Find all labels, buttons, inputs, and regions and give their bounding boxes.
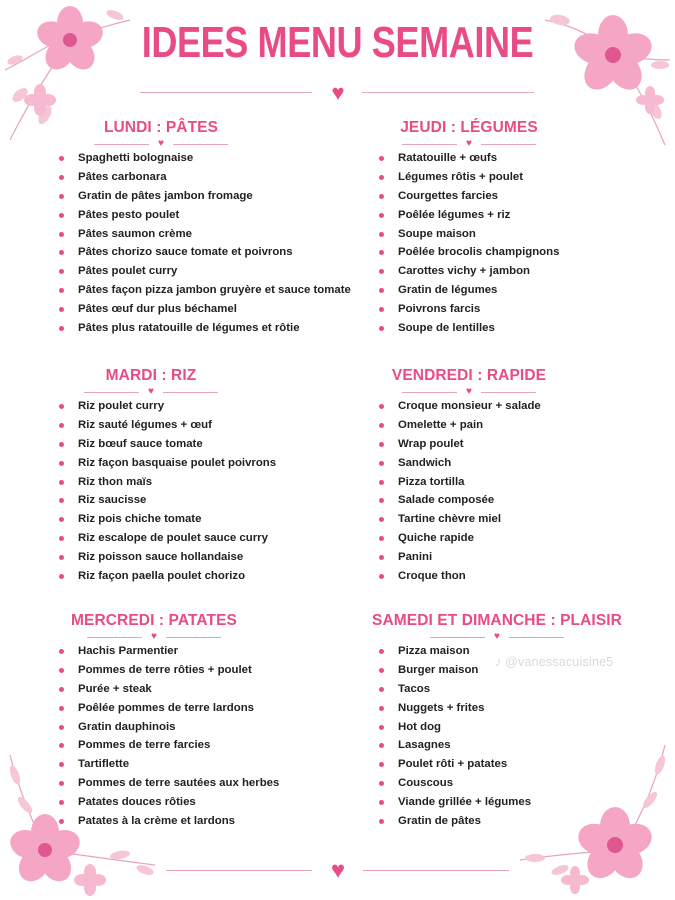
divider-line — [94, 144, 149, 145]
divider-line — [481, 144, 536, 145]
bottom-divider — [0, 857, 675, 884]
list-item: Spaghetti bolognaise — [56, 149, 366, 168]
list-item: Hachis Parmentier — [56, 642, 366, 661]
list-item: Pâtes œuf dur plus béchamel — [56, 300, 366, 319]
list-item: Courgettes farcies — [376, 187, 675, 206]
list-item: Riz escalope de poulet sauce curry — [56, 529, 366, 548]
list-item: Burger maison — [376, 661, 675, 680]
divider-line — [166, 870, 312, 871]
list-item: Soupe de lentilles — [376, 319, 675, 338]
menu-list — [376, 397, 675, 586]
divider-line — [173, 144, 228, 145]
divider-line — [430, 637, 485, 638]
list-item: Riz pois chiche tomate — [56, 510, 366, 529]
list-item: Gratin de pâtes jambon fromage — [56, 187, 366, 206]
section-title: LUNDI : PÂTES — [103, 119, 219, 136]
list-item: Pâtes poulet curry — [56, 262, 366, 281]
list-item: Soupe maison — [376, 225, 675, 244]
list-item: Couscous — [376, 774, 675, 793]
list-item: Salade composée — [376, 491, 675, 510]
list-item: Carottes vichy + jambon — [376, 262, 675, 281]
menu-list — [56, 149, 366, 338]
menu-list — [376, 642, 675, 831]
divider-line — [363, 870, 509, 871]
tiktok-icon: ♪ — [495, 655, 502, 669]
list-item: Pizza maison — [376, 642, 675, 661]
heart-icon: ♥ — [158, 138, 164, 149]
section-title: SAMEDI ET DIMANCHE : PLAISIR — [372, 612, 622, 629]
list-item: Tartine chèvre miel — [376, 510, 675, 529]
list-item: Pâtes carbonara — [56, 168, 366, 187]
list-item: Pâtes façon pizza jambon gruyère et sauce tomate — [56, 281, 366, 300]
menu-list — [376, 149, 675, 338]
list-item: Gratin de légumes — [376, 281, 675, 300]
divider-line — [84, 392, 139, 393]
list-item: Panini — [376, 548, 675, 567]
menu-list — [56, 642, 366, 831]
section-header — [56, 119, 266, 149]
heart-icon: ♥ — [148, 386, 154, 397]
section-header — [372, 612, 622, 642]
list-item: Gratin de pâtes — [376, 812, 675, 831]
list-item: Tacos — [376, 680, 675, 699]
list-item: Poêlée brocolis champignons — [376, 243, 675, 262]
list-item: Purée + steak — [56, 680, 366, 699]
section-header — [56, 367, 246, 397]
section-title: VENDREDI : RAPIDE — [391, 367, 547, 384]
divider-line — [402, 392, 457, 393]
section-header — [376, 367, 562, 397]
list-item: Hot dog — [376, 718, 675, 737]
divider-line — [402, 144, 457, 145]
divider-line — [87, 637, 142, 638]
list-item: Lasagnes — [376, 736, 675, 755]
list-item: Riz thon maïs — [56, 473, 366, 492]
list-item: Poulet rôti + patates — [376, 755, 675, 774]
section-title: JEUDI : LÉGUMES — [400, 119, 538, 136]
section-weekend — [372, 612, 675, 831]
list-item: Pâtes chorizo sauce tomate et poivrons — [56, 243, 366, 262]
heart-icon: ♥ — [151, 631, 157, 642]
list-item: Poêlée pommes de terre lardons — [56, 699, 366, 718]
list-item: Riz poisson sauce hollandaise — [56, 548, 366, 567]
divider-line — [509, 637, 564, 638]
divider-line — [166, 637, 221, 638]
list-item: Riz poulet curry — [56, 397, 366, 416]
list-item: Quiche rapide — [376, 529, 675, 548]
list-item: Riz façon paella poulet chorizo — [56, 567, 366, 586]
list-item: Pâtes saumon crème — [56, 225, 366, 244]
list-item: Tartiflette — [56, 755, 366, 774]
section-jeudi — [376, 119, 675, 338]
list-item: Sandwich — [376, 454, 675, 473]
divider-line — [163, 392, 218, 393]
list-item: Poivrons farcis — [376, 300, 675, 319]
list-item: Pâtes plus ratatouille de légumes et rôtie — [56, 319, 366, 338]
list-item: Croque thon — [376, 567, 675, 586]
divider-line — [362, 92, 534, 93]
title-divider — [0, 80, 675, 105]
list-item: Pommes de terre farcies — [56, 736, 366, 755]
list-item: Croque monsieur + salade — [376, 397, 675, 416]
heart-icon: ♥ — [331, 80, 345, 105]
list-item: Viande grillée + légumes — [376, 793, 675, 812]
list-item: Patates douces rôties — [56, 793, 366, 812]
page-title: IDEES MENU SEMAINE — [141, 18, 534, 67]
list-item: Pommes de terre rôties + poulet — [56, 661, 366, 680]
watermark-text: @vanessacuisine5 — [505, 655, 614, 669]
list-item: Patates à la crème et lardons — [56, 812, 366, 831]
watermark — [495, 655, 613, 669]
section-title: MARDI : RIZ — [105, 367, 197, 384]
section-mardi — [56, 367, 366, 586]
list-item: Nuggets + frites — [376, 699, 675, 718]
heart-icon: ♥ — [466, 138, 472, 149]
list-item: Pommes de terre sautées aux herbes — [56, 774, 366, 793]
heart-icon: ♥ — [330, 857, 346, 884]
list-item: Pâtes pesto poulet — [56, 206, 366, 225]
heart-icon: ♥ — [494, 631, 500, 642]
list-item: Wrap poulet — [376, 435, 675, 454]
list-item: Riz façon basquaise poulet poivrons — [56, 454, 366, 473]
section-header — [56, 612, 252, 642]
section-mercredi — [56, 612, 366, 831]
list-item: Omelette + pain — [376, 416, 675, 435]
list-item: Pizza tortilla — [376, 473, 675, 492]
section-lundi — [56, 119, 366, 338]
list-item: Poêlée légumes + riz — [376, 206, 675, 225]
section-vendredi — [376, 367, 675, 586]
list-item: Riz sauté légumes + œuf — [56, 416, 366, 435]
list-item: Légumes rôtis + poulet — [376, 168, 675, 187]
list-item: Riz saucisse — [56, 491, 366, 510]
section-header — [376, 119, 562, 149]
section-title: MERCREDI : PATATES — [71, 612, 237, 629]
list-item: Ratatouille + œufs — [376, 149, 675, 168]
heart-icon: ♥ — [466, 386, 472, 397]
list-item: Riz bœuf sauce tomate — [56, 435, 366, 454]
divider-line — [481, 392, 536, 393]
menu-list — [56, 397, 366, 586]
divider-line — [140, 92, 312, 93]
list-item: Gratin dauphinois — [56, 718, 366, 737]
